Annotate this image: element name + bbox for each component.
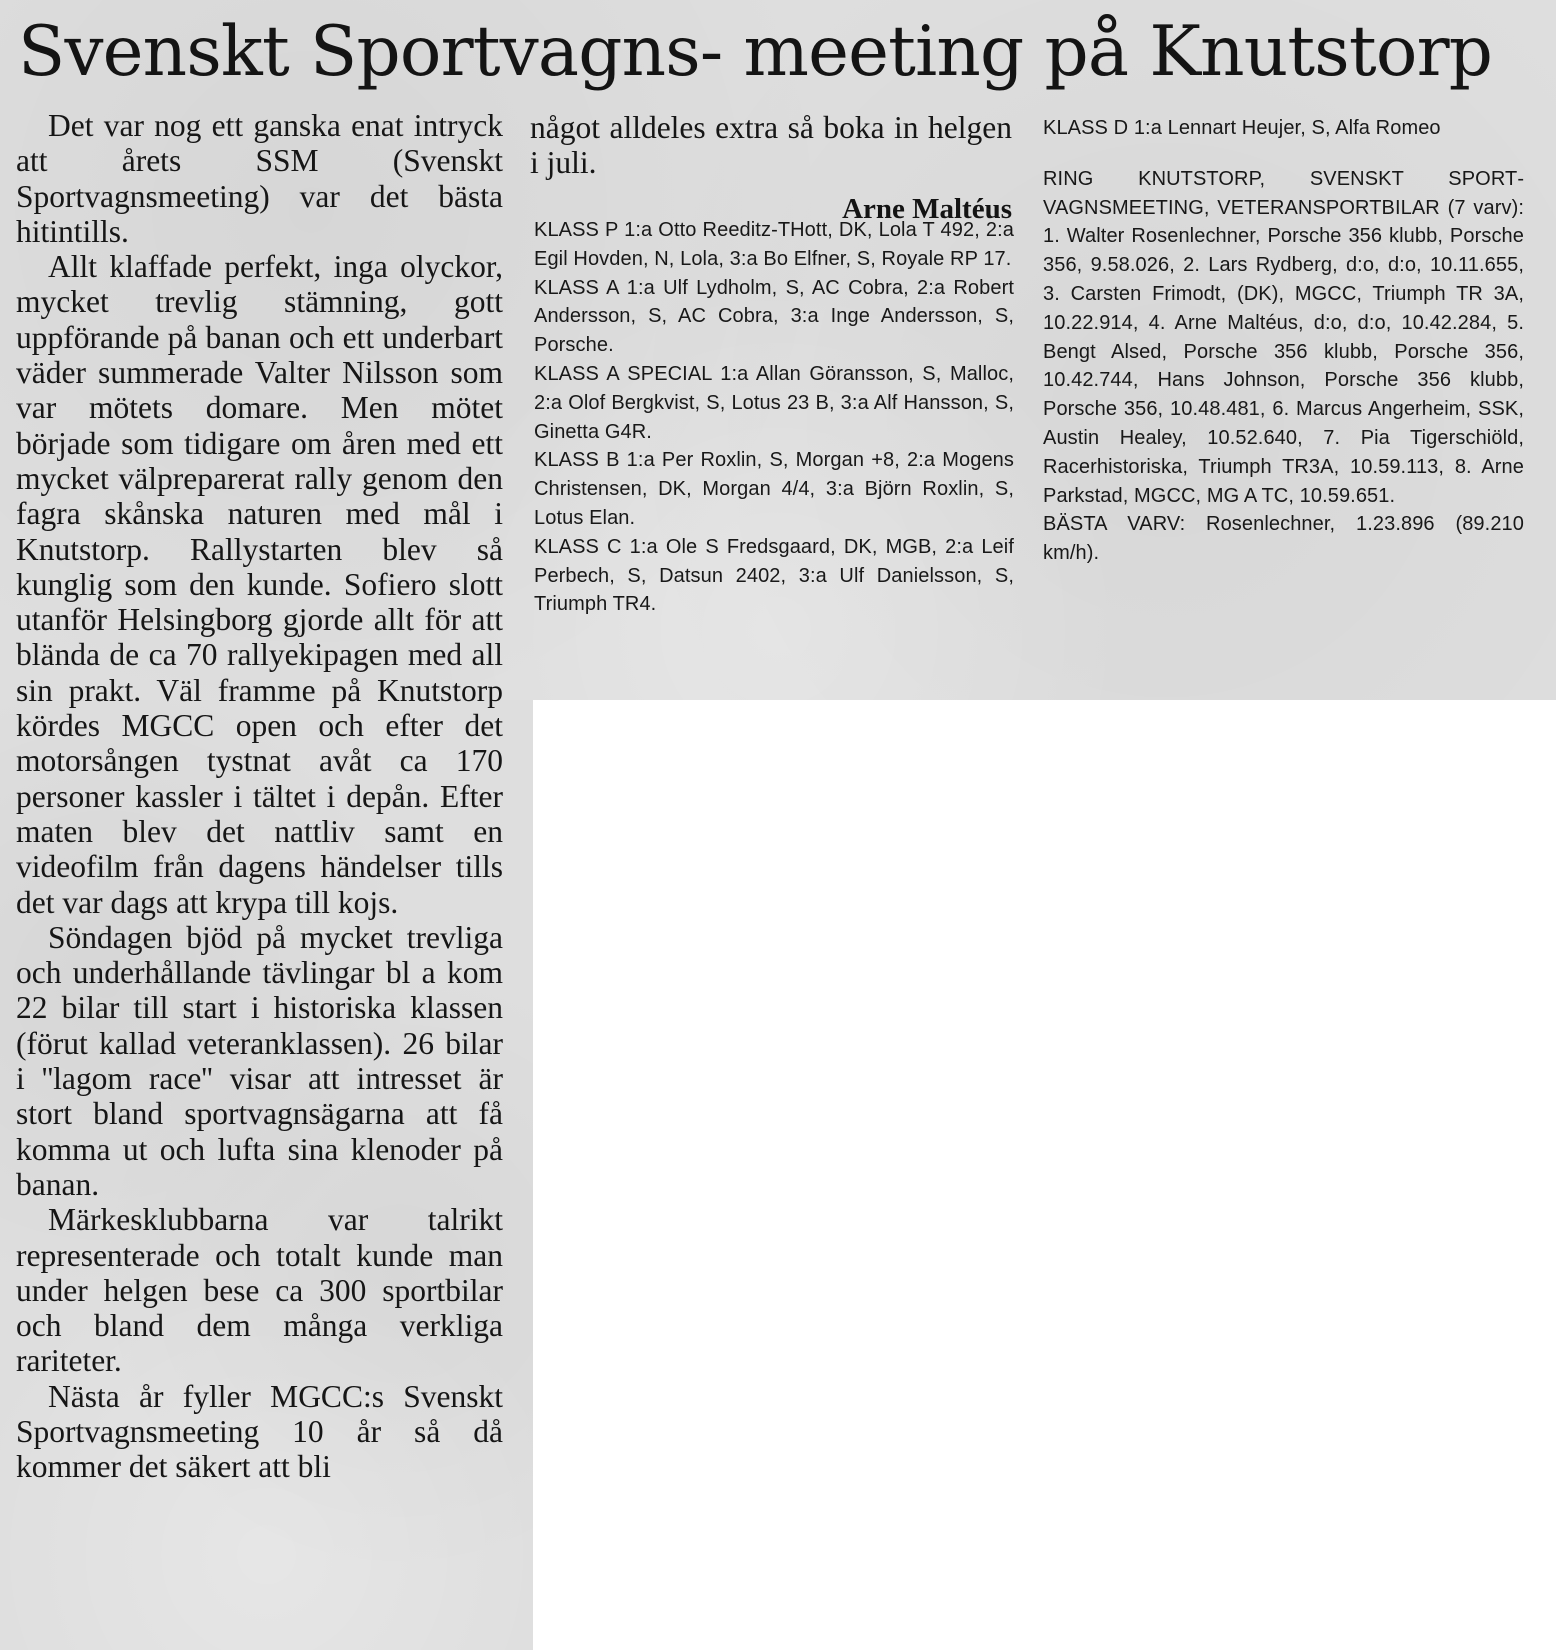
result-class-d: KLASS D 1:a Lennart Heujer, S, Alfa Romeo	[1043, 117, 1441, 139]
result-class-c: KLASS C 1:a Ole S Fredsgaard, DK, MGB, 2:a Leif Perbech, S, Datsun 2402, 3:a Ulf Danielsson, S, Triumph TR4.	[534, 535, 1014, 616]
result-class-b: KLASS B 1:a Per Roxlin, S, Morgan +8, 2:a Mogens Christensen, DK, Morgan 4/4, 3:a Björn Roxlin, S, Lotus Elan.	[534, 449, 1014, 529]
article-continuation: något alldeles extra så boka in helgen i juli.	[530, 110, 1012, 181]
result-class-p: KLASS P 1:a Otto Reeditz-THott, DK, Lola T 492, 2:a Egil Hovden, N, Lola, 3:a Bo Elfner, S, Royale RP 17.	[534, 219, 1014, 270]
result-best-lap: BÄSTA VARV: Rosenlechner, 1.23.896 (89.210 km/h).	[1043, 513, 1524, 565]
article-paragraph-3: Söndagen bjöd på mycket trevliga och underhållande tävlingar bl a kom 22 bilar till start i historiska klassen (förut kallad veteranklassen). 26 bilar i ''lagom race'' visar att intresset är stort bland sportvagnsägarna att få komma ut och lufta sina klenoder på banan.	[16, 919, 503, 1202]
result-class-a-special: KLASS A SPECIAL 1:a Allan Göransson, S, Malloc, 2:a Olof Bergkvist, S, Lotus 23 B, 3:a Alf Hansson, S, Ginetta G4R.	[534, 362, 1014, 443]
result-ring-knutstorp: RING KNUTSTORP, SVENSKT SPORTVAGNSMEETING, VETERANSPORTBILAR (7 varv): 1. Walter Rosenlechner, Porsche 356 klubb, Porsche 356, 9.58.026, 2. Lars Rydberg, d:o, d:o, 10.11.655, 3. Carsten Frimodt, (DK), MGCC, Triumph TR 3A, 10.22.914, 4. Arne Maltéus, d:o, d:o, 10.42.284, 5. Bengt Alsed, Porsche 356 klubb, Porsche 356, 10.42.744, Hans Johnson, Porsche 356 klubb, Porsche 356, 10.48.481, 6. Marcus Angerheim, SSK, Austin Healey, 10.52.640, 7. Pia Tigerschiöld, Racerhistoriska, Triumph TR3A, 10.59.113, 8. Arne Parkstad, MGCC, MG A TC, 10.59.651.	[1043, 167, 1524, 507]
headline: Svenskt Sportvagns- meeting på Knutstorp	[18, 12, 1493, 92]
article-paragraph-1: Det var nog ett ganska enat intryck att årets SSM (Svenskt Sportvagnsmeeting) var det bästa hitintills.	[16, 108, 503, 249]
article-column-2	[530, 110, 1012, 225]
article-paragraph-4: Märkesklubbarna var talrikt representerade och totalt kunde man under helgen bese ca 300 sportbilar och bland dem många verkliga rariteter.	[16, 1202, 503, 1379]
results-column-2	[534, 216, 1014, 619]
result-class-a: KLASS A 1:a Ulf Lydholm, S, AC Cobra, 2:a Robert Andersson, S, AC Cobra, 3:a Inge Andersson, S, Porsche.	[534, 276, 1014, 357]
results-column-3	[1043, 114, 1524, 568]
article-paragraph-2: Allt klaffade perfekt, inga olyckor, mycket trevlig stämning, gott uppförande på banan och ett underbart väder summerade Valter Nilsson som var mötets domare. Men mötet började som tidigare om åren med ett mycket välpreparerat rally genom den fagra skånska naturen med mål i Knutstorp. Rallystarten blev så kunglig som den kunde. Sofiero slott utanför Helsingborg gjorde allt för att blända de ca 70 rallyekipagen med all sin prakt. Väl framme på Knutstorp kördes MGCC open och efter det motorsången tystnat avåt ca 170 personer kassler i tältet i depån. Efter maten blev det nattliv samt en videofilm från dagens händelser tills det var dags att krypa till kojs.	[16, 249, 503, 920]
byline: Arne Maltéus	[842, 192, 1012, 225]
article-column-1	[16, 108, 503, 1485]
article-paragraph-5: Nästa år fyller MGCC:s Svenskt Sportvagnsmeeting 10 år så då kommer det säkert att bli	[16, 1378, 503, 1485]
